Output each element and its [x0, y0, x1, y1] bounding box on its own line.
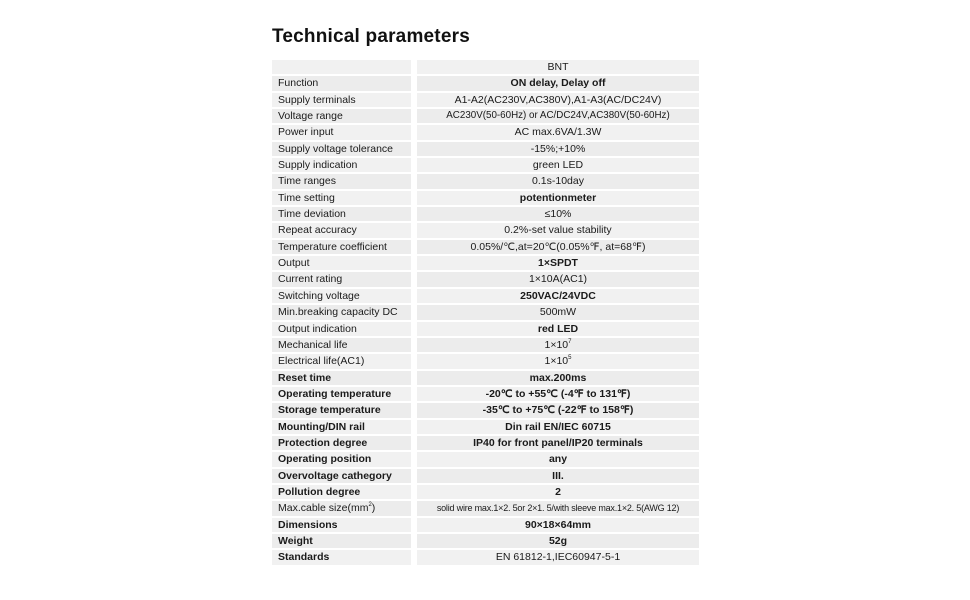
- table-row: [272, 255, 699, 271]
- param-value: max.200ms: [417, 371, 699, 385]
- param-label: Min.breaking capacity DC: [272, 305, 411, 319]
- table-row: [272, 549, 699, 565]
- param-label: Operating temperature: [272, 387, 411, 401]
- param-label: Supply indication: [272, 158, 411, 172]
- table-row: [272, 451, 699, 467]
- table-row: [272, 468, 699, 484]
- table-row: [272, 402, 699, 418]
- table-row: [272, 288, 699, 304]
- param-value: potentionmeter: [417, 191, 699, 205]
- table-row: [272, 435, 699, 451]
- param-value: [417, 354, 699, 368]
- param-label: Output indication: [272, 322, 411, 336]
- param-label: Storage temperature: [272, 403, 411, 417]
- param-value: any: [417, 452, 699, 466]
- param-label: Pollution degree: [272, 485, 411, 499]
- table-row: [272, 304, 699, 320]
- param-label: Time ranges: [272, 174, 411, 188]
- param-label: Weight: [272, 534, 411, 548]
- page-title: Technical parameters: [272, 26, 470, 47]
- param-label: Mounting/DIN rail: [272, 420, 411, 434]
- param-label: Output: [272, 256, 411, 270]
- param-value: -35℃ to +75℃ (-22℉ to 158℉): [417, 403, 699, 417]
- label-superscript: 2: [368, 502, 372, 509]
- param-value: EN 61812-1,IEC60947-5-1: [417, 550, 699, 564]
- value-text: 1×10: [544, 338, 569, 351]
- param-label: Reset time: [272, 371, 411, 385]
- param-label: Mechanical life: [272, 338, 411, 352]
- param-label: Function: [272, 76, 411, 90]
- param-value: ON delay, Delay off: [417, 76, 699, 90]
- param-label: Current rating: [272, 272, 411, 286]
- table-row: [272, 108, 699, 124]
- table-row: [272, 92, 699, 108]
- param-value: green LED: [417, 158, 699, 172]
- table-row: [272, 517, 699, 533]
- param-value: 0.1s-10day: [417, 174, 699, 188]
- table-row: [272, 370, 699, 386]
- param-value: 52g: [417, 534, 699, 548]
- table-row: [272, 271, 699, 287]
- param-label: Power input: [272, 125, 411, 139]
- param-value: -15%;+10%: [417, 142, 699, 156]
- param-value: Din rail EN/IEC 60715: [417, 420, 699, 434]
- param-value: A1-A2(AC230V,AC380V),A1-A3(AC/DC24V): [417, 93, 699, 107]
- param-label: Temperature coefficient: [272, 240, 411, 254]
- param-value: AC230V(50-60Hz) or AC/DC24V,AC380V(50-60Hz): [417, 109, 699, 123]
- param-value: red LED: [417, 322, 699, 336]
- table-row: [272, 157, 699, 173]
- table-header-row: [272, 59, 699, 75]
- table-row: [272, 337, 699, 353]
- param-label: Standards: [272, 550, 411, 564]
- table-row: [272, 206, 699, 222]
- table-row: [272, 533, 699, 549]
- param-value: ≤10%: [417, 207, 699, 221]
- table-row: [272, 321, 699, 337]
- param-value: 2: [417, 485, 699, 499]
- table-row: [272, 353, 699, 369]
- param-label: Switching voltage: [272, 289, 411, 303]
- param-value: solid wire max.1×2. 5or 2×1. 5/with sleeve max.1×2. 5(AWG 12): [417, 501, 699, 515]
- value-text: 1×10: [544, 355, 569, 368]
- value-superscript: 5: [568, 355, 572, 362]
- table-row: [272, 500, 699, 516]
- table-row: [272, 386, 699, 402]
- param-value: 90×18×64mm: [417, 518, 699, 532]
- param-label: Electrical life(AC1): [272, 354, 411, 368]
- param-label: Dimensions: [272, 518, 411, 532]
- param-value: 250VAC/24VDC: [417, 289, 699, 303]
- param-value: 0.2%-set value stability: [417, 223, 699, 237]
- table-row: [272, 484, 699, 500]
- label-tail: ): [371, 502, 376, 515]
- param-value: AC max.6VA/1.3W: [417, 125, 699, 139]
- table-row: [272, 124, 699, 140]
- param-label: Protection degree: [272, 436, 411, 450]
- param-label: Overvoltage cathegory: [272, 469, 411, 483]
- param-label: Voltage range: [272, 109, 411, 123]
- table-row: [272, 239, 699, 255]
- param-value: 1×SPDT: [417, 256, 699, 270]
- param-value: 500mW: [417, 305, 699, 319]
- table-row: [272, 222, 699, 238]
- table-row: [272, 190, 699, 206]
- param-label: Supply terminals: [272, 93, 411, 107]
- table-row: [272, 75, 699, 91]
- param-value: -20℃ to +55℃ (-4℉ to 131℉): [417, 387, 699, 401]
- param-label: Supply voltage tolerance: [272, 142, 411, 156]
- table-row: [272, 419, 699, 435]
- value-superscript: 7: [568, 338, 572, 345]
- param-label: Operating position: [272, 452, 411, 466]
- param-label: [272, 501, 411, 515]
- param-label: Time deviation: [272, 207, 411, 221]
- param-label: Time setting: [272, 191, 411, 205]
- param-label: Repeat accuracy: [272, 223, 411, 237]
- header-model-cell: BNT: [417, 60, 699, 74]
- param-value: [417, 338, 699, 352]
- param-value: III.: [417, 469, 699, 483]
- table-row: [272, 173, 699, 189]
- table-row: [272, 141, 699, 157]
- parameters-table: [272, 59, 699, 566]
- param-value: 1×10A(AC1): [417, 272, 699, 286]
- header-label-cell: [272, 60, 411, 74]
- label-text: Max.cable size(mm: [278, 502, 369, 515]
- param-value: IP40 for front panel/IP20 terminals: [417, 436, 699, 450]
- param-value: 0.05%/℃,at=20℃(0.05%℉, at=68℉): [417, 240, 699, 254]
